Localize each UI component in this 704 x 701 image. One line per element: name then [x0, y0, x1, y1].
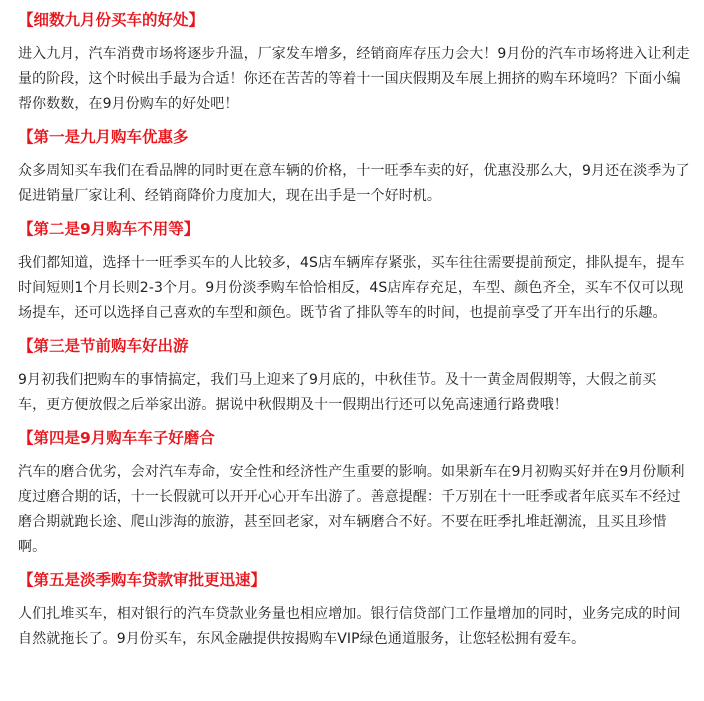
article: [18, 10, 690, 662]
section-line: 时间短则1个月长则2-3个月。9月份淡季购车恰恰相反，4S店库存充足，车型、颜色齐全，买车不仅可以现: [18, 280, 684, 296]
section-paragraph-3: [18, 368, 690, 418]
section-line: 人们扎堆买车，相对银行的汽车贷款业务量也相应增加。银行信贷部门工作量增加的同时，业务完成的时间: [18, 606, 681, 622]
section-heading-3: 【第三是节前购车好出游: [18, 337, 189, 355]
section-line: 度过磨合期的话，十一长假就可以开开心心开车出游了。善意提醒：千万别在十一旺季或者年底买车不经过: [18, 489, 681, 505]
section-line: 汽车的磨合优劣，会对汽车寿命，安全性和经济性产生重要的影响。如果新车在9月初购买好并在9月份顺利: [18, 464, 685, 480]
intro-line: 帮你数数，在9月份购车的好处吧！: [18, 96, 239, 112]
section-paragraph-2: [18, 251, 690, 326]
section-line: 场提车，还可以选择自己喜欢的车型和颜色。既节省了排队等车的时间，也提前享受了开车出行的乐趣。: [18, 305, 667, 321]
section-line: 自然就拖长了。9月份买车，东风金融提供按揭购车VIP绿色通道服务，让您轻松拥有爱车。: [18, 631, 586, 647]
section-heading-4: 【第四是9月购车车子好磨合: [18, 429, 215, 447]
intro-line: 进入九月，汽车消费市场将逐步升温，厂家发车增多，经销商库存压力会大！9月份的汽车市场将进入让利走: [18, 46, 690, 62]
section-line: 我们都知道，选择十一旺季买车的人比较多，4S店车辆库存紧张，买车往往需要提前预定，排队提车，提车: [18, 255, 685, 271]
intro-paragraph: [18, 42, 690, 117]
section-line: 促进销量厂家让利、经销商降价力度加大，现在出手是一个好时机。: [18, 188, 441, 204]
section-heading-1: 【第一是九月购车优惠多: [18, 128, 189, 146]
section-line: 啊。: [18, 539, 47, 555]
section-line: 9月初我们把购车的事情搞定，我们马上迎来了9月底的，中秋佳节。及十一黄金周假期等，大假之前买: [18, 372, 657, 388]
section-heading-2: 【第二是9月购车不用等】: [18, 220, 200, 238]
section-paragraph-4: [18, 460, 690, 560]
section-line: 众多周知买车我们在看品牌的同时更在意车辆的价格，十一旺季车卖的好，优惠没那么大，9月还在淡季为了: [18, 163, 690, 179]
section-paragraph-5: [18, 602, 690, 652]
article-title: 【细数九月份买车的好处】: [18, 11, 205, 29]
intro-line: 量的阶段，这个时候出手最为合适！你还在苦苦的等着十一国庆假期及车展上拥挤的购车环境吗？下面小编: [18, 71, 681, 87]
section-heading-5: 【第五是淡季购车贷款审批更迅速】: [18, 571, 267, 589]
section-paragraph-1: [18, 159, 690, 209]
section-line: 车，更方便放假之后举家出游。据说中秋假期及十一假期出行还可以免高速通行路费哦！: [18, 397, 568, 413]
section-line: 磨合期就跑长途、爬山涉海的旅游，甚至回老家，对车辆磨合不好。不要在旺季扎堆赶潮流，且买且珍惜: [18, 514, 667, 530]
